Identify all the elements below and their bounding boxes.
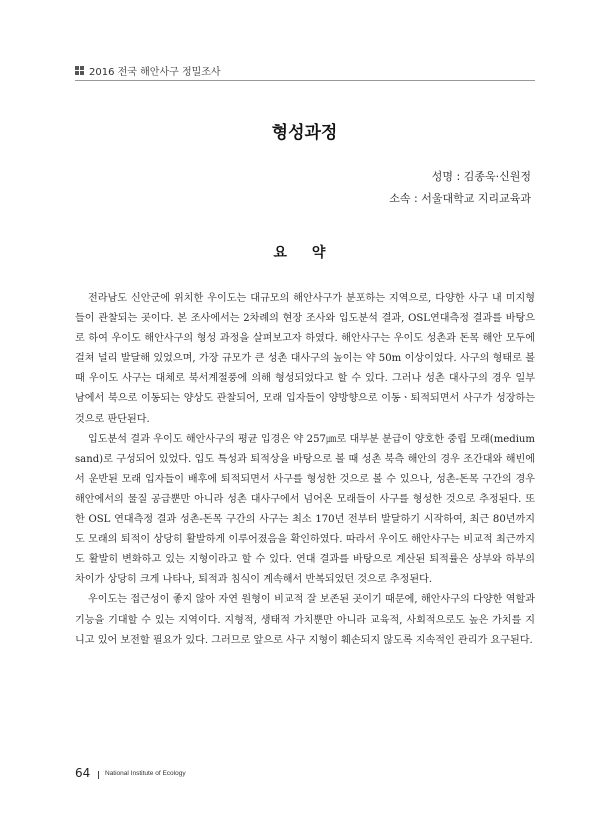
- page-title: 형성과정: [271, 123, 338, 143]
- running-header: [75, 62, 535, 80]
- header-title: 2016 전국 해안사구 정밀조사: [89, 67, 221, 78]
- abstract-paragraph-2: 입도분석 결과 우이도 해안사구의 평균 입경은 약 257㎛로 대부분 분급이 양호한 중립 모래(medium sand)로 구성되어 있었다. 입도 특성과 퇴적상을 바탕으로 볼 때 성촌 북측 해안의 경우 조간대와 해빈에서 운반된 모래 입자들이 배후에 퇴적되면서 사구를 형성한 것으로 볼 수 있으나, 성촌-돈목 구간의 경우 해안에서의 물질 공급뿐만 아니라 성촌 대사구에서 넘어온 모래들이 사구를 형성한 것으로 추정된다. 또한 OSL 연대측정 결과 성촌-돈목 구간의 사구는 최소 170년 전부터 발달하기 시작하여, 최근 80년까지도 모래의 퇴적이 상당히 활발하게 이루어졌음을 확인하였다. 따라서 우이도 해안사구는 비교적 최근까지도 활발히 변화하고 있는 지형이라고 할 수 있다. 연대 결과를 바탕으로 계산된 퇴적률은 상부와 하부의 차이가 상당히 크게 나타나, 퇴적과 침식이 계속해서 반복되었던 것으로 추정된다.: [75, 433, 535, 586]
- abstract-paragraph-1: 전라남도 신안군에 위치한 우이도는 대규모의 해안사구가 분포하는 지역으로, 다양한 사구 내 미지형들이 관찰되는 곳이다. 본 조사에서는 2차례의 현장 조사와 입도분석 결과, OSL연대측정 결과를 바탕으로 하여 우이도 해안사구의 형성 과정을 살펴보고자 하였다. 해안사구는 우이도 성촌과 돈목 해안 모두에 걸쳐 널리 발달해 있었으며, 가장 규모가 큰 성촌 대사구의 높이는 약 50m 이상이었다. 사구의 형태로 볼 때 우이도 사구는 대체로 북서계절풍에 의해 형성되었다고 할 수 있다. 그러나 성촌 대사구의 경우 일부 남에서 북으로 이동되는 양상도 관찰되어, 모래 입자들이 양방향으로 이동ㆍ퇴적되면서 사구가 성장하는 것으로 판단된다.: [75, 293, 535, 425]
- abstract-heading: 요 약: [273, 245, 336, 261]
- author-names: 성명 : 김종욱·신원정: [431, 170, 531, 183]
- header-bullet-icon: [75, 66, 84, 75]
- author-affiliation: 소속 : 서울대학교 지리교육과: [389, 192, 531, 205]
- abstract-paragraph-3: 우이도는 접근성이 좋지 않아 자연 원형이 비교적 잘 보존된 곳이기 때문에, 해안사구의 다양한 역할과 기능을 기대할 수 있는 지역이다. 지형적, 생태적 가치뿐만 아니라 교육적, 사회적으로도 높은 가치를 지니고 있어 보전할 필요가 있다. 그러므로 앞으로 사구 지형이 훼손되지 않도록 지속적인 관리가 요구된다.: [75, 594, 535, 646]
- header-divider: [75, 80, 535, 81]
- footer-publisher: National Institute of Ecology: [105, 770, 186, 777]
- footer-separator: [98, 771, 99, 779]
- page-number: 64: [75, 766, 91, 780]
- abstract-body: [75, 289, 535, 651]
